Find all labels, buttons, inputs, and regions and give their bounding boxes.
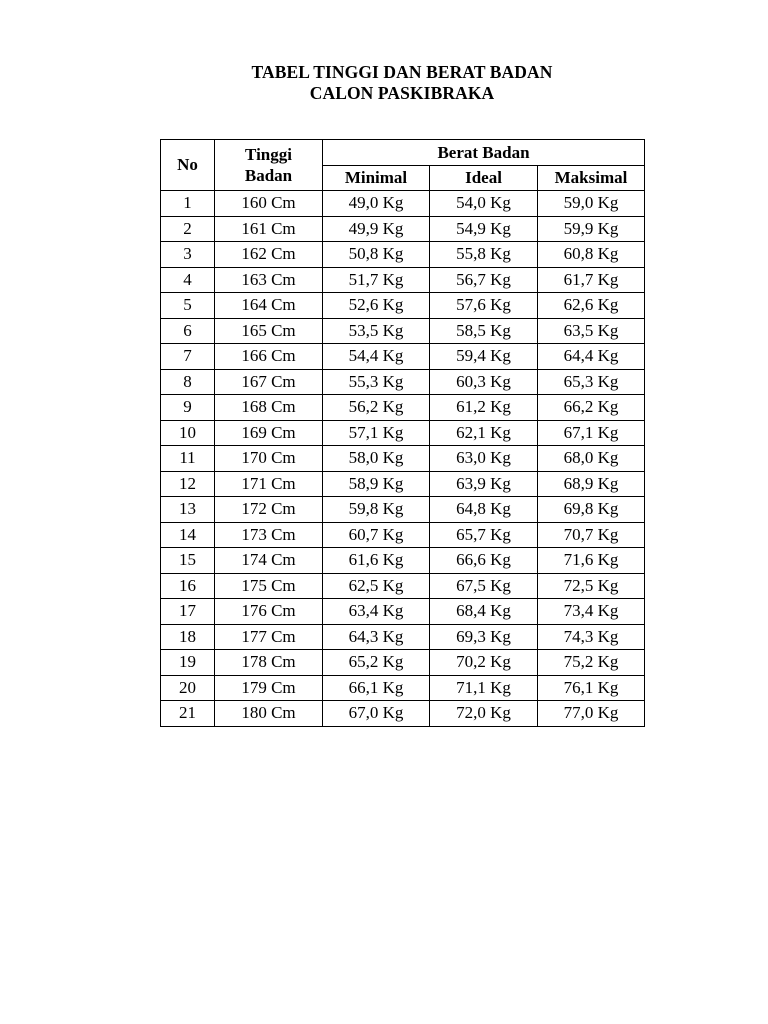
cell-tinggi: 174 Cm — [215, 548, 323, 574]
cell-minimal: 54,4 Kg — [323, 344, 430, 370]
cell-ideal: 55,8 Kg — [430, 242, 538, 268]
cell-maksimal: 72,5 Kg — [538, 573, 645, 599]
cell-ideal: 72,0 Kg — [430, 701, 538, 727]
cell-tinggi: 163 Cm — [215, 267, 323, 293]
cell-tinggi: 162 Cm — [215, 242, 323, 268]
cell-tinggi: 166 Cm — [215, 344, 323, 370]
title-line-1: TABEL TINGGI DAN BERAT BADAN — [251, 62, 553, 82]
cell-minimal: 64,3 Kg — [323, 624, 430, 650]
cell-no: 21 — [161, 701, 215, 727]
cell-minimal: 57,1 Kg — [323, 420, 430, 446]
cell-tinggi: 169 Cm — [215, 420, 323, 446]
cell-ideal: 54,9 Kg — [430, 216, 538, 242]
cell-minimal: 49,9 Kg — [323, 216, 430, 242]
table-row — [161, 650, 645, 676]
cell-ideal: 57,6 Kg — [430, 293, 538, 319]
cell-ideal: 61,2 Kg — [430, 395, 538, 421]
cell-maksimal: 59,0 Kg — [538, 191, 645, 217]
table-row — [161, 497, 645, 523]
cell-ideal: 62,1 Kg — [430, 420, 538, 446]
cell-ideal: 59,4 Kg — [430, 344, 538, 370]
cell-maksimal: 73,4 Kg — [538, 599, 645, 625]
table-row — [161, 395, 645, 421]
cell-maksimal: 67,1 Kg — [538, 420, 645, 446]
cell-no: 13 — [161, 497, 215, 523]
table-row — [161, 599, 645, 625]
table-row — [161, 624, 645, 650]
cell-maksimal: 66,2 Kg — [538, 395, 645, 421]
cell-no: 20 — [161, 675, 215, 701]
cell-maksimal: 69,8 Kg — [538, 497, 645, 523]
cell-tinggi: 168 Cm — [215, 395, 323, 421]
table-row — [161, 344, 645, 370]
cell-minimal: 59,8 Kg — [323, 497, 430, 523]
cell-no: 17 — [161, 599, 215, 625]
cell-no: 9 — [161, 395, 215, 421]
cell-maksimal: 60,8 Kg — [538, 242, 645, 268]
table-row — [161, 293, 645, 319]
cell-no: 12 — [161, 471, 215, 497]
cell-maksimal: 70,7 Kg — [538, 522, 645, 548]
title-line-2: CALON PASKIBRAKA — [309, 83, 495, 103]
cell-ideal: 64,8 Kg — [430, 497, 538, 523]
cell-no: 5 — [161, 293, 215, 319]
cell-tinggi: 161 Cm — [215, 216, 323, 242]
cell-minimal: 50,8 Kg — [323, 242, 430, 268]
cell-ideal: 56,7 Kg — [430, 267, 538, 293]
header-ideal: Ideal — [430, 166, 538, 191]
header-minimal: Minimal — [323, 166, 430, 191]
cell-ideal: 65,7 Kg — [430, 522, 538, 548]
header-maksimal: Maksimal — [538, 166, 645, 191]
cell-maksimal: 63,5 Kg — [538, 318, 645, 344]
cell-no: 4 — [161, 267, 215, 293]
header-berat-badan: Berat Badan — [323, 140, 645, 166]
cell-tinggi: 172 Cm — [215, 497, 323, 523]
cell-maksimal: 75,2 Kg — [538, 650, 645, 676]
cell-minimal: 49,0 Kg — [323, 191, 430, 217]
cell-no: 10 — [161, 420, 215, 446]
cell-minimal: 51,7 Kg — [323, 267, 430, 293]
cell-tinggi: 173 Cm — [215, 522, 323, 548]
cell-minimal: 67,0 Kg — [323, 701, 430, 727]
cell-no: 3 — [161, 242, 215, 268]
cell-minimal: 61,6 Kg — [323, 548, 430, 574]
cell-minimal: 60,7 Kg — [323, 522, 430, 548]
cell-tinggi: 177 Cm — [215, 624, 323, 650]
cell-ideal: 70,2 Kg — [430, 650, 538, 676]
cell-ideal: 54,0 Kg — [430, 191, 538, 217]
table-row — [161, 471, 645, 497]
cell-ideal: 63,9 Kg — [430, 471, 538, 497]
cell-ideal: 63,0 Kg — [430, 446, 538, 472]
cell-no: 6 — [161, 318, 215, 344]
cell-minimal: 55,3 Kg — [323, 369, 430, 395]
header-no: No — [161, 140, 215, 191]
table-header — [161, 140, 645, 191]
cell-ideal: 68,4 Kg — [430, 599, 538, 625]
cell-maksimal: 65,3 Kg — [538, 369, 645, 395]
cell-no: 19 — [161, 650, 215, 676]
cell-tinggi: 171 Cm — [215, 471, 323, 497]
header-tinggi-badan — [215, 140, 323, 191]
cell-tinggi: 165 Cm — [215, 318, 323, 344]
cell-minimal: 58,9 Kg — [323, 471, 430, 497]
cell-minimal: 63,4 Kg — [323, 599, 430, 625]
cell-tinggi: 176 Cm — [215, 599, 323, 625]
cell-minimal: 65,2 Kg — [323, 650, 430, 676]
cell-no: 7 — [161, 344, 215, 370]
cell-minimal: 62,5 Kg — [323, 573, 430, 599]
cell-maksimal: 61,7 Kg — [538, 267, 645, 293]
cell-maksimal: 64,4 Kg — [538, 344, 645, 370]
table-row — [161, 446, 645, 472]
cell-tinggi: 167 Cm — [215, 369, 323, 395]
cell-minimal: 58,0 Kg — [323, 446, 430, 472]
table-row — [161, 216, 645, 242]
cell-ideal: 71,1 Kg — [430, 675, 538, 701]
table-row — [161, 191, 645, 217]
cell-no: 14 — [161, 522, 215, 548]
table-row — [161, 522, 645, 548]
cell-maksimal: 77,0 Kg — [538, 701, 645, 727]
cell-minimal: 52,6 Kg — [323, 293, 430, 319]
table-row — [161, 701, 645, 727]
header-tinggi-line-1: Tinggi — [245, 145, 292, 164]
cell-minimal: 53,5 Kg — [323, 318, 430, 344]
cell-minimal: 66,1 Kg — [323, 675, 430, 701]
cell-maksimal: 59,9 Kg — [538, 216, 645, 242]
cell-tinggi: 160 Cm — [215, 191, 323, 217]
table-row — [161, 573, 645, 599]
cell-no: 15 — [161, 548, 215, 574]
document-title — [0, 62, 768, 104]
cell-tinggi: 170 Cm — [215, 446, 323, 472]
cell-maksimal: 74,3 Kg — [538, 624, 645, 650]
cell-no: 18 — [161, 624, 215, 650]
cell-tinggi: 164 Cm — [215, 293, 323, 319]
table-row — [161, 242, 645, 268]
cell-tinggi: 179 Cm — [215, 675, 323, 701]
cell-minimal: 56,2 Kg — [323, 395, 430, 421]
cell-ideal: 66,6 Kg — [430, 548, 538, 574]
cell-no: 11 — [161, 446, 215, 472]
cell-no: 16 — [161, 573, 215, 599]
table-row — [161, 369, 645, 395]
cell-tinggi: 178 Cm — [215, 650, 323, 676]
height-weight-table — [160, 139, 645, 727]
table-row — [161, 318, 645, 344]
table-row — [161, 420, 645, 446]
cell-ideal: 60,3 Kg — [430, 369, 538, 395]
cell-maksimal: 68,9 Kg — [538, 471, 645, 497]
cell-tinggi: 175 Cm — [215, 573, 323, 599]
cell-no: 2 — [161, 216, 215, 242]
table-body — [161, 191, 645, 727]
cell-ideal: 67,5 Kg — [430, 573, 538, 599]
cell-no: 1 — [161, 191, 215, 217]
cell-ideal: 69,3 Kg — [430, 624, 538, 650]
cell-maksimal: 62,6 Kg — [538, 293, 645, 319]
table-row — [161, 675, 645, 701]
cell-tinggi: 180 Cm — [215, 701, 323, 727]
table-row — [161, 267, 645, 293]
cell-no: 8 — [161, 369, 215, 395]
cell-maksimal: 68,0 Kg — [538, 446, 645, 472]
cell-maksimal: 76,1 Kg — [538, 675, 645, 701]
table-row — [161, 548, 645, 574]
cell-maksimal: 71,6 Kg — [538, 548, 645, 574]
header-tinggi-line-2: Badan — [244, 166, 293, 185]
cell-ideal: 58,5 Kg — [430, 318, 538, 344]
